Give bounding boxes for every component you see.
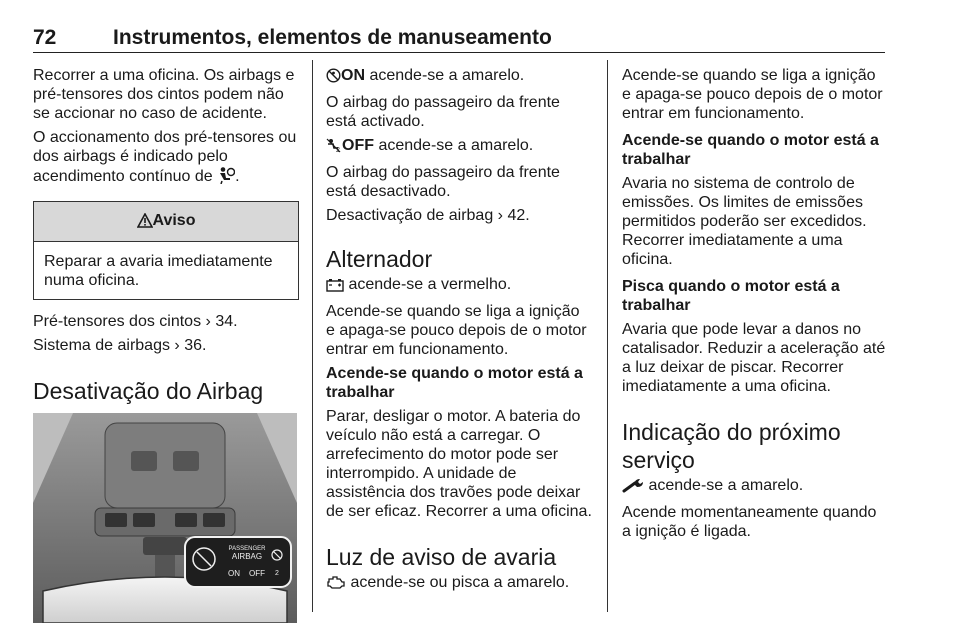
paragraph: Parar, desligar o motor. A bateria do veículo não está a carregar. O arrefecimento do motor pode ser interrompido. A unidade de assistência dos travões pode deixar de ser eficaz. Recorrer a uma oficina. [326,408,592,520]
chapter-title: Instrumentos, elementos de manuseamento [113,26,552,49]
page-number: 72 [33,26,57,49]
column-2 [326,66,592,600]
airbag-label: AIRBAG [231,552,263,561]
paragraph: Avaria que pode levar a danos no catalisador. Reduzir a aceleração até a luz deixar de piscar. Recorrer imediatamente a uma oficina. [622,321,886,395]
on-indicator-label: ON [341,67,365,84]
paragraph: Acende-se quando se liga a ignição e apaga-se pouco depois de o motor entrar em funcionamento. [326,303,587,358]
arrow-ref-icon: › [497,207,503,224]
section-heading: Indicação do próximo serviço [622,419,841,473]
engine-icon [326,575,346,595]
svg-text:2: 2 [336,147,340,153]
passenger-label: PASSENGER [228,546,266,552]
paragraph: Acende momentaneamente quando a ignição é ligada. [622,504,877,540]
section-heading: Alternador [326,246,433,272]
section-heading: Desativação do Airbag [33,378,264,404]
overhead-console-photo [33,413,297,623]
warning-box [33,201,299,300]
wrench-icon [622,478,644,498]
warning-text: Reparar a avaria imediatamente numa oficina. [44,253,273,289]
subheading: Acende-se quando o motor está a trabalhar [622,132,879,168]
on-label: ON [228,569,240,578]
paragraph: 2 OFF acende-se a amarelo. [326,136,592,158]
warning-title: Aviso [152,212,196,229]
arrow-ref-icon: › [205,313,211,330]
paragraph: O accionamento dos pré-tensores ou dos airbags é indicado pelo acendimento contínuo de . [33,128,299,189]
arrow-ref-icon: › [174,337,180,354]
paragraph: acende-se ou pisca a amarelo. [326,573,592,595]
paragraph: O airbag do passageiro da frente está desactivado. [326,164,560,200]
warning-triangle-icon [137,213,153,233]
cross-reference: Pré-tensores dos cintos › 34. [33,313,238,330]
column-1 [33,66,299,623]
off-indicator-label: OFF [342,137,374,154]
airbag-off-circle-icon [326,68,341,88]
battery-icon [326,278,344,297]
paragraph: Avaria no sistema de controlo de emissões. Os limites de emissões permitidos poderão ser excedidos. Recorrer imediatamente a uma oficina. [622,175,867,268]
cross-reference: Sistema de airbags › 36. [33,337,207,354]
paragraph: acende-se a vermelho. [326,275,592,297]
paragraph: Recorrer a uma oficina. Os airbags e pré-tensores dos cintos podem não se accionar no caso de acidente. [33,67,295,122]
cross-reference: Desactivação de airbag › 42. [326,207,530,224]
page-header [33,24,885,53]
column-divider [312,60,313,612]
column-3 [622,66,888,546]
section-heading: Luz de aviso de avaria [326,544,557,570]
paragraph: Acende-se quando se liga a ignição e apaga-se pouco depois de o motor entrar em funcionamento. [622,67,883,122]
paragraph: ON acende-se a amarelo. [326,66,592,88]
airbag-off-icon [326,138,342,158]
off-label: OFF [249,569,265,578]
subheading: Acende-se quando o motor está a trabalhar [326,365,583,401]
svg-text:2: 2 [275,570,279,577]
paragraph: O airbag do passageiro da frente está activado. [326,94,560,130]
warning-header [34,202,298,242]
paragraph: acende-se a amarelo. [622,476,888,498]
column-divider [607,60,608,612]
subheading: Pisca quando o motor está a trabalhar [622,278,840,314]
airbag-warning-icon [217,166,235,189]
